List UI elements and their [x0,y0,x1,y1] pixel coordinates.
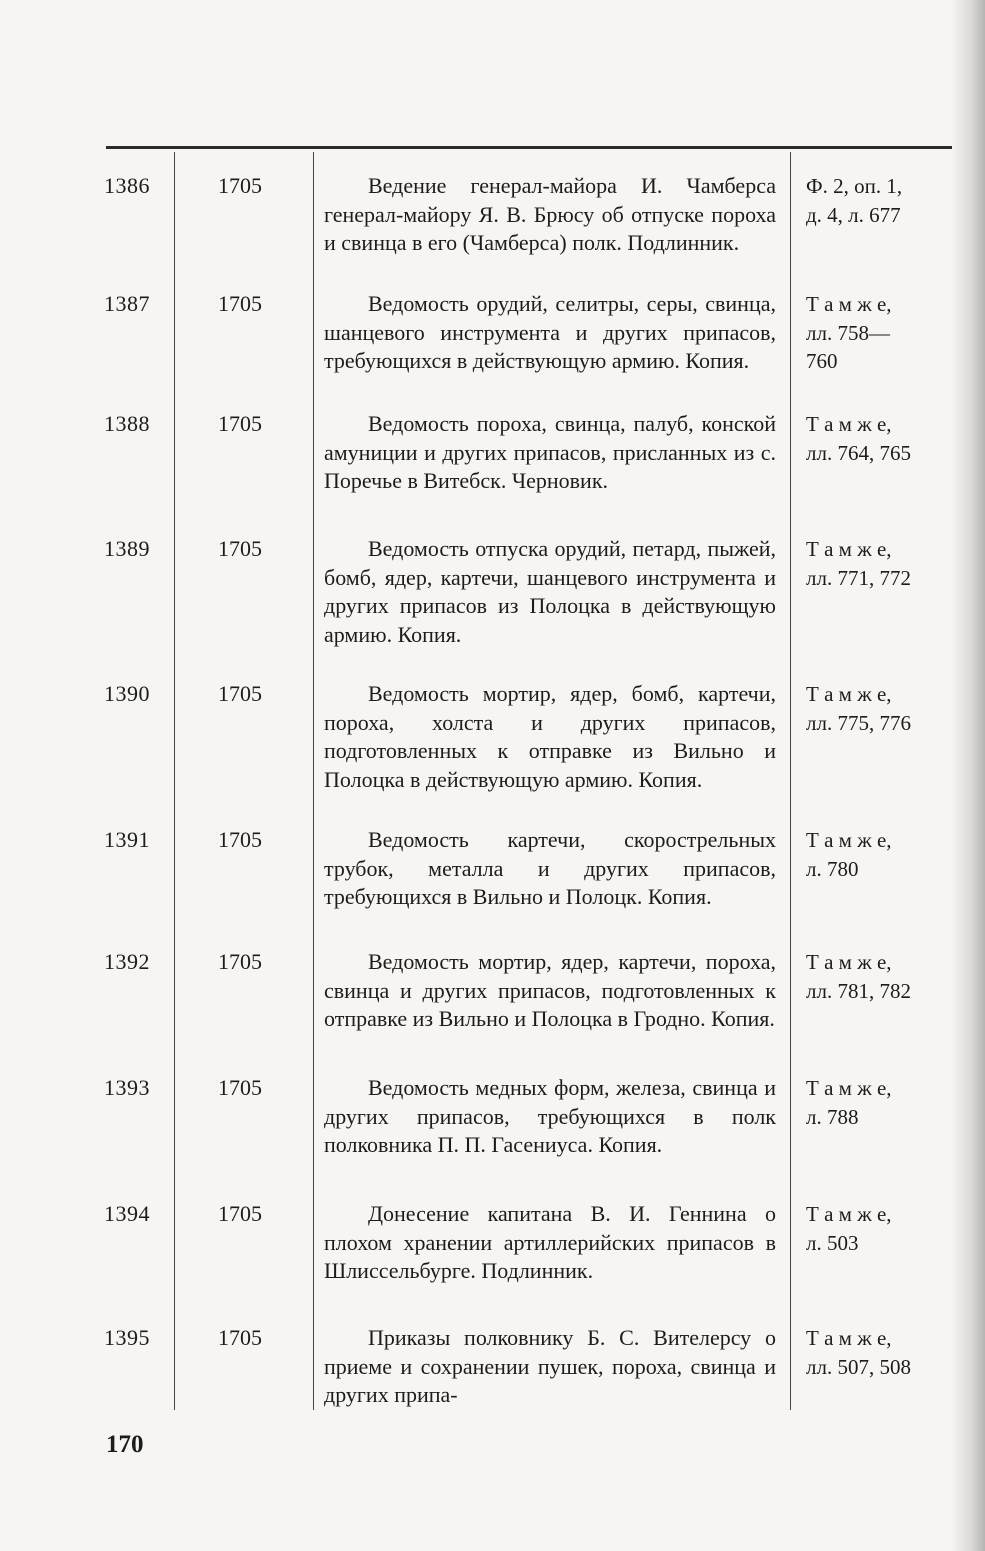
entry-year: 1705 [218,536,262,561]
entry-year: 1705 [218,827,262,852]
entry-reference: Т а м ж е, лл. 775, 776 [806,682,911,735]
entry-number: 1386 [104,173,150,198]
entry-reference: Т а м ж е, л. 788 [806,1076,892,1129]
entry-reference: Т а м ж е, лл. 771, 772 [806,537,911,590]
entry-number: 1393 [104,1075,150,1100]
entry-description: Ведомость пороха, свинца, палуб, конской амуниции и других припасов, присланных из с. Поречье в Витебск. Черновик. [324,411,776,493]
entry-description: Ведомость орудий, селитры, серы, свинца, шанцевого инструмента и других припасов, требующихся в действующую армию. Копия. [324,291,776,373]
entry-reference: Т а м ж е, лл. 781, 782 [806,950,911,1003]
page-number: 170 [106,1431,144,1458]
entry-number: 1391 [104,827,150,852]
entry-number: 1392 [104,949,150,974]
entry-reference: Т а м ж е, л. 780 [806,828,892,881]
entry-year: 1705 [218,949,262,974]
column-divider-description [790,152,791,1410]
entry-number: 1395 [104,1325,150,1350]
entry-number: 1387 [104,291,150,316]
entry-reference: Т а м ж е, лл. 758— 760 [806,292,892,373]
table-top-rule [106,146,952,149]
entry-number: 1390 [104,681,150,706]
entry-year: 1705 [218,1325,262,1350]
entry-year: 1705 [218,1201,262,1226]
entry-reference: Ф. 2, оп. 1, д. 4, л. 677 [806,174,903,227]
entry-number: 1389 [104,536,150,561]
entry-description: Ведомость медных форм, железа, свинца и других припасов, требующихся в полк полковника П. П. Гасениуса. Копия. [324,1075,776,1157]
entry-year: 1705 [218,1075,262,1100]
entry-description: Ведомость мортир, ядер, картечи, пороха, свинца и других припасов, подготовленных к отправке из Вильно и Полоцка в Гродно. Копия. [324,949,776,1031]
entry-reference: Т а м ж е, л. 503 [806,1202,892,1255]
entry-description: Ведомость отпуска орудий, петард, пыжей, бомб, ядер, картечи, шанцевого инструмента и других припасов из Полоцка в действующую армию. Копия. [324,536,776,647]
column-divider-number [174,152,175,1410]
entry-description: Приказы полковнику Б. С. Вителерсу о приеме и сохранении пушек, пороха, свинца и других припа- [324,1325,776,1407]
column-divider-year [313,152,314,1410]
entry-description: Ведомость мортир, ядер, бомб, картечи, пороха, холста и других припасов, подготовленных к отправке из Вильно и Полоцка в действующую армию. Копия. [324,681,776,792]
entry-description: Донесение капитана В. И. Геннина о плохом хранении артиллерийских припасов в Шлиссельбурге. Подлинник. [324,1201,776,1283]
entry-year: 1705 [218,173,262,198]
entry-description: Ведомость картечи, скорострельных трубок, металла и других припасов, требующихся в Вильно и Полоцк. Копия. [324,827,776,909]
entry-reference: Т а м ж е, лл. 507, 508 [806,1326,911,1379]
entry-number: 1388 [104,411,150,436]
entry-description: Ведение генерал-майора И. Чамберса генерал-майору Я. В. Брюсу об отпуске пороха и свинца в его (Чамберса) полк. Подлинник. [324,173,776,255]
entry-year: 1705 [218,411,262,436]
entry-year: 1705 [218,291,262,316]
entry-year: 1705 [218,681,262,706]
page-edge-shadow [951,0,985,1551]
entry-number: 1394 [104,1201,150,1226]
entry-reference: Т а м ж е, лл. 764, 765 [806,412,911,465]
